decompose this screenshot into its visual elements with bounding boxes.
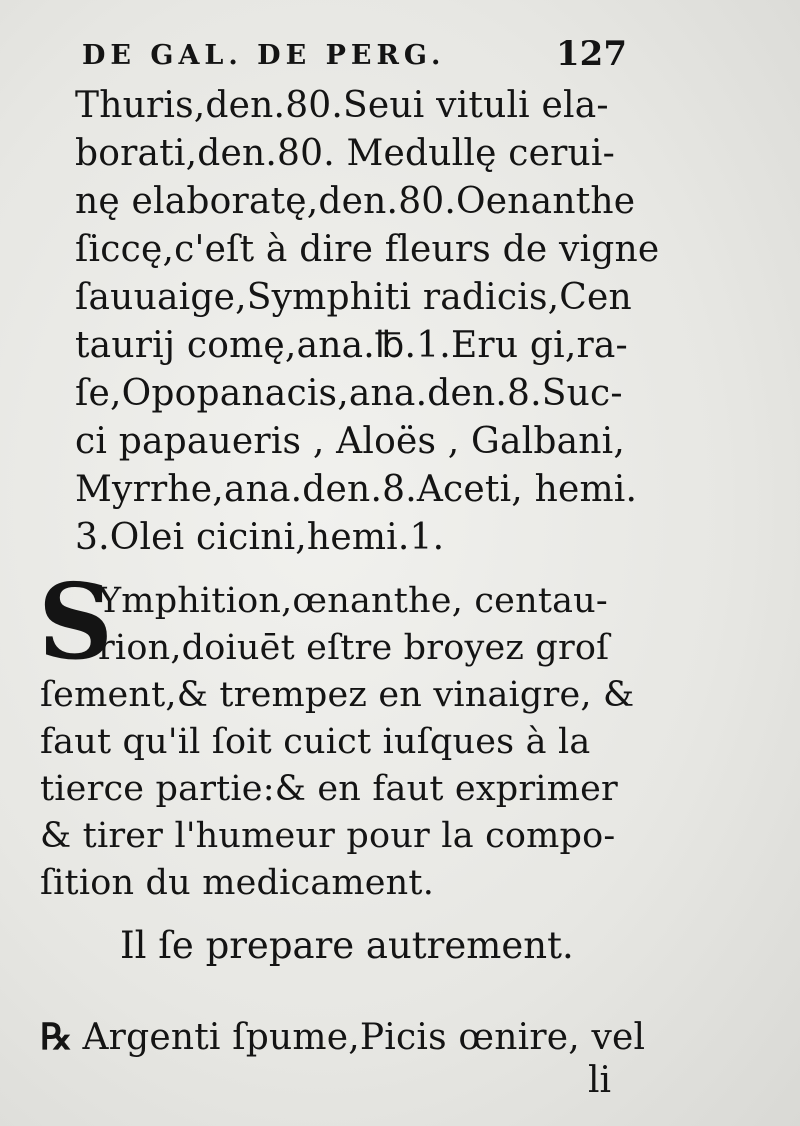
paragraph-line: ſition du medicament. — [40, 863, 435, 903]
paragraph-line: faut qu'il ſoit cuict iuſques à la — [40, 722, 591, 762]
recipe-line: taurij comę,ana.℔.1.Eru gi,ra- — [75, 325, 628, 366]
section-subheading: Il ſe prepare autrement. — [120, 924, 574, 967]
paragraph-line: tierce partie:& en faut exprimer — [40, 769, 618, 809]
recipe-line: Myrrhe,ana.den.8.Aceti, hemi. — [75, 469, 638, 510]
recipe-line: ſe,Opopanacis,ana.den.8.Suc- — [75, 373, 623, 414]
paragraph-line: rion,doiuēt eſtre broyez groſ — [98, 628, 610, 668]
recipe-line: ſiccę,c'eſt à dire fleurs de vigne — [75, 229, 660, 270]
catchword: li — [588, 1060, 612, 1101]
paragraph-line: Ymphition,œnanthe, centau- — [98, 581, 608, 621]
final-line-text: Argenti ſpume,Picis œnire, vel — [82, 1017, 646, 1058]
running-head — [82, 34, 627, 78]
recipe-line: ſauuaige,Symphiti radicis,Cen — [75, 277, 632, 318]
final-line-block — [40, 1014, 646, 1060]
drop-cap: S — [38, 560, 114, 683]
page-number: 127 — [556, 34, 627, 74]
running-title: DE GAL. DE PERG. — [82, 40, 446, 71]
recipe-line: nę elaboratę,den.80.Oenanthe — [75, 181, 636, 222]
paragraph-line: & tirer l'humeur pour la compo- — [40, 816, 616, 856]
recipe-line: borati,den.80. Medullę cerui- — [75, 133, 615, 174]
paragraph-line: ſement,& trempez en vinaigre, & — [40, 675, 635, 715]
final-line — [40, 1014, 646, 1060]
recipe-line: Thuris,den.80.Seui vituli ela- — [75, 85, 609, 126]
recipe-block — [75, 82, 660, 562]
recipe-line: ci papaueris , Aloës , Galbani, — [75, 421, 626, 462]
body-paragraph — [40, 578, 635, 907]
recipe-line: 3.Olei cicini,hemi.1. — [75, 517, 445, 558]
recipe-rx-icon: ℞ — [40, 1016, 73, 1058]
